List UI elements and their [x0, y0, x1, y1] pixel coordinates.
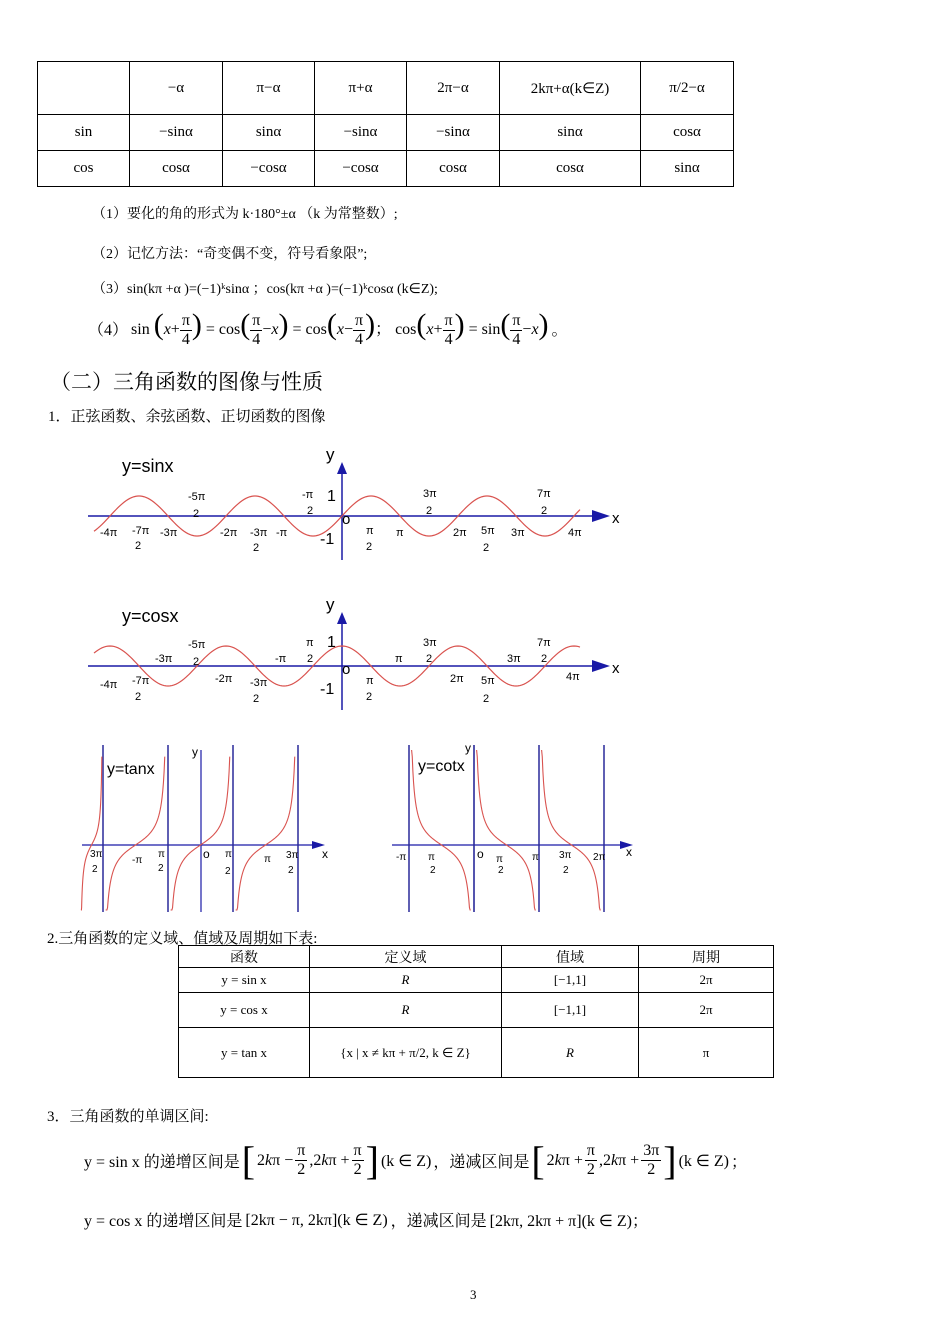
- table-cell: cosα: [500, 151, 641, 187]
- function-property-table: [178, 945, 774, 1078]
- svg-text:3π: 3π: [423, 637, 437, 649]
- x-axis-arrow-icon: [592, 660, 610, 672]
- svg-text:π: π: [532, 852, 539, 863]
- origin-label: o: [342, 511, 351, 528]
- svg-text:π: π: [366, 525, 374, 537]
- item-2: 2.三角函数的定义域、值域及周期如下表:: [47, 931, 318, 947]
- kz-label: (k ∈ Z): [380, 1152, 432, 1170]
- table-header-cell: π+α: [315, 62, 407, 115]
- svg-text:2: 2: [92, 864, 98, 875]
- table-cell: y = cos x: [179, 993, 310, 1028]
- cosine-label: y=cosx: [122, 606, 179, 626]
- note-4: [88, 308, 568, 348]
- table-cell: y = sin x: [179, 968, 310, 993]
- note-2: （2）记忆方法：“奇变偶不变，符号看象限”;: [92, 247, 368, 262]
- svg-text:2: 2: [225, 866, 231, 877]
- svg-text:2: 2: [193, 656, 200, 668]
- svg-text:3π: 3π: [511, 527, 525, 539]
- table-cell: sinα: [500, 115, 641, 151]
- tangent-graph: [80, 740, 335, 915]
- table-cell: cosα: [407, 151, 500, 187]
- table-cell: cosα: [130, 151, 223, 187]
- sine-label: y=sinx: [122, 456, 174, 476]
- svg-text:-7π: -7π: [132, 675, 150, 687]
- curve-branch: [171, 757, 230, 910]
- table-cell: cosα: [641, 115, 734, 151]
- induction-formula-table: [37, 61, 734, 187]
- svg-text:3π: 3π: [286, 850, 299, 861]
- svg-text:2: 2: [430, 865, 436, 876]
- tangent-curves: [81, 757, 295, 910]
- table-cell: π: [639, 1028, 774, 1078]
- table-cell: −cosα: [223, 151, 315, 187]
- x-axis-label: x: [612, 510, 620, 527]
- svg-text:-π: -π: [132, 855, 143, 866]
- table-header-cell: π/2−α: [641, 62, 734, 115]
- note-4-prefix: （4）: [88, 321, 129, 339]
- origin-label: o: [203, 847, 210, 861]
- table-cell: R: [310, 968, 502, 993]
- table-cell: R: [310, 993, 502, 1028]
- svg-text:2: 2: [135, 691, 142, 703]
- y-axis-label: y: [465, 741, 471, 755]
- svg-text:3π: 3π: [90, 849, 103, 860]
- svg-text:3π: 3π: [507, 653, 521, 665]
- y-axis-label: y: [192, 745, 198, 759]
- svg-text:π: π: [428, 852, 435, 863]
- cos-dec-interval: [2kπ, 2kπ + π](k ∈ Z)；: [489, 1213, 648, 1230]
- cos-inc-prefix: y = cos x 的递增区间是: [84, 1213, 243, 1230]
- svg-text:π: π: [496, 854, 503, 865]
- svg-text:2π: 2π: [593, 852, 606, 863]
- table-header-cell: π−α: [223, 62, 315, 115]
- svg-text:2: 2: [307, 653, 314, 665]
- table-cell: −sinα: [130, 115, 223, 151]
- svg-text:4π: 4π: [566, 671, 580, 683]
- neg-one-label: -1: [320, 681, 335, 698]
- table-header-cell: 周期: [639, 946, 774, 968]
- svg-text:π: π: [306, 637, 314, 649]
- svg-text:-4π: -4π: [100, 679, 118, 691]
- cosine-graph: [80, 590, 640, 715]
- svg-text:2π: 2π: [453, 527, 467, 539]
- svg-text:2: 2: [426, 505, 433, 517]
- svg-text:-π: -π: [276, 527, 288, 539]
- curve-branch: [106, 757, 165, 910]
- x-axis-arrow-icon: [592, 510, 610, 522]
- svg-text:2: 2: [307, 505, 314, 517]
- svg-text:2: 2: [253, 693, 260, 705]
- svg-text:-3π: -3π: [160, 527, 178, 539]
- table-header-cell: [38, 62, 130, 115]
- svg-text:π: π: [395, 653, 403, 665]
- table-cell: 2π: [639, 993, 774, 1028]
- svg-text:2: 2: [483, 542, 490, 554]
- tangent-label: y=tanx: [107, 761, 155, 778]
- neg-one-label: -1: [320, 531, 335, 548]
- svg-text:2: 2: [426, 653, 433, 665]
- curve-branch: [477, 750, 536, 910]
- table-cell: [−1,1]: [502, 968, 639, 993]
- y-axis-arrow-icon: [337, 462, 347, 474]
- y-axis-label: y: [326, 595, 335, 614]
- svg-text:2: 2: [193, 508, 200, 520]
- svg-text:-5π: -5π: [188, 491, 206, 503]
- svg-text:π: π: [225, 849, 232, 860]
- origin-label: o: [342, 661, 351, 678]
- svg-text:7π: 7π: [537, 488, 551, 500]
- svg-text:2: 2: [563, 865, 569, 876]
- table-header-cell: 2π−α: [407, 62, 500, 115]
- table-cell: 2π: [639, 968, 774, 993]
- one-label: 1: [327, 488, 336, 505]
- svg-text:3π: 3π: [559, 850, 572, 861]
- svg-text:5π: 5π: [481, 675, 495, 687]
- sine-graph: [80, 440, 640, 565]
- svg-text:2: 2: [135, 540, 142, 552]
- item-3: 3．三角函数的单调区间:: [47, 1109, 209, 1125]
- curve-branch: [81, 757, 102, 910]
- svg-text:7π: 7π: [537, 637, 551, 649]
- svg-text:-5π: -5π: [188, 639, 206, 651]
- one-label: 1: [327, 634, 336, 651]
- svg-text:π: π: [396, 527, 404, 539]
- table-header-cell: −α: [130, 62, 223, 115]
- curve-branch: [236, 757, 295, 910]
- table-header-cell: 2kπ+α(k∈Z): [500, 62, 641, 115]
- note-3: （3）sin(kπ +α )=(−1)ᵏsinα ；cos(kπ +α )=(−1)ᵏcosα (k∈Z);: [92, 282, 438, 297]
- svg-text:2: 2: [158, 863, 164, 874]
- cos-dec-prefix: ，递减区间是: [390, 1213, 487, 1230]
- svg-text:2: 2: [541, 505, 548, 517]
- table-cell: sinα: [641, 151, 734, 187]
- svg-text:-2π: -2π: [215, 673, 233, 685]
- svg-text:-π: -π: [275, 653, 287, 665]
- table-cell: cos: [38, 151, 130, 187]
- svg-text:-7π: -7π: [132, 525, 150, 537]
- svg-text:3π: 3π: [423, 488, 437, 500]
- kz-label: (k ∈ Z): [678, 1152, 729, 1170]
- svg-text:2: 2: [288, 865, 294, 876]
- svg-text:-4π: -4π: [100, 527, 118, 539]
- table-cell: −sinα: [315, 115, 407, 151]
- sin-inc-prefix: y = sin x 的递增区间是: [84, 1154, 240, 1171]
- svg-text:π: π: [264, 854, 271, 865]
- page-number: 3: [470, 1287, 477, 1302]
- svg-text:π: π: [366, 675, 374, 687]
- table-header-cell: 定义域: [310, 946, 502, 968]
- svg-text:-3π: -3π: [250, 677, 268, 689]
- table-cell: R: [502, 1028, 639, 1078]
- table-cell: sin: [38, 115, 130, 151]
- table-cell: −sinα: [407, 115, 500, 151]
- svg-text:-π: -π: [396, 852, 407, 863]
- svg-text:2: 2: [366, 541, 373, 553]
- table-header-cell: 函数: [179, 946, 310, 968]
- sin-dec-prefix: ，递减区间是: [433, 1154, 530, 1171]
- svg-text:2: 2: [541, 653, 548, 665]
- svg-text:-3π: -3π: [155, 653, 173, 665]
- note-4-formula: sin (x+ $\frac{\pi}{4}$ ) = cos( $\frac{\pi}{4}$ −x) = cos(x− $\frac{\pi}{4}$ )； cos(x+ $\frac{\pi}{4}$ ) = sin( $\frac{\pi}{4}$ −x): [131, 308, 549, 348]
- note-4-suffix: 。: [551, 321, 568, 339]
- x-axis-label: x: [322, 847, 328, 861]
- svg-text:2: 2: [483, 693, 490, 705]
- svg-text:-π: -π: [302, 489, 314, 501]
- cotangent-label: y=cotx: [418, 758, 465, 775]
- svg-text:-3π: -3π: [250, 527, 268, 539]
- table-cell: sinα: [223, 115, 315, 151]
- table-header-cell: 值域: [502, 946, 639, 968]
- section-title: （二）三角函数的图像与性质: [50, 370, 323, 394]
- cotangent-graph: [390, 740, 645, 915]
- table-cell: y = tan x: [179, 1028, 310, 1078]
- item-1: 1．正弦函数、余弦函数、正切函数的图像: [48, 409, 326, 425]
- curve-branch: [542, 750, 601, 910]
- y-axis-arrow-icon: [337, 612, 347, 624]
- svg-text:-2π: -2π: [220, 527, 238, 539]
- sin-monotonic-line: y = sin x 的递增区间是 [ 2kπ − $\frac{\pi}{2}$ ,2kπ + $\frac{\pi}{2}$ ] (k ∈ Z) ，递减区间是 [ 2kπ + $\frac{\pi}{2}$ ,2kπ + $\frac{3\pi}{2}$ ] (k ∈ Z) ；: [84, 1138, 747, 1183]
- table-cell: [−1,1]: [502, 993, 639, 1028]
- note-1: （1）要化的角的形式为 k·180°±α （k 为常整数）;: [92, 207, 398, 222]
- x-axis-label: x: [626, 845, 632, 859]
- origin-label: o: [477, 847, 484, 861]
- x-axis-label: x: [612, 660, 620, 677]
- svg-text:2: 2: [498, 865, 504, 876]
- table-cell: {x | x ≠ kπ + π/2, k ∈ Z}: [310, 1028, 502, 1078]
- svg-text:4π: 4π: [568, 527, 582, 539]
- svg-text:2π: 2π: [450, 673, 464, 685]
- y-axis-label: y: [326, 445, 335, 464]
- table-cell: −cosα: [315, 151, 407, 187]
- svg-text:5π: 5π: [481, 525, 495, 537]
- cos-inc-interval: [2kπ − π, 2kπ](k ∈ Z): [245, 1211, 388, 1229]
- svg-text:π: π: [158, 849, 165, 860]
- cos-monotonic-line: [84, 1208, 648, 1231]
- svg-text:2: 2: [366, 691, 373, 703]
- svg-text:2: 2: [253, 542, 260, 554]
